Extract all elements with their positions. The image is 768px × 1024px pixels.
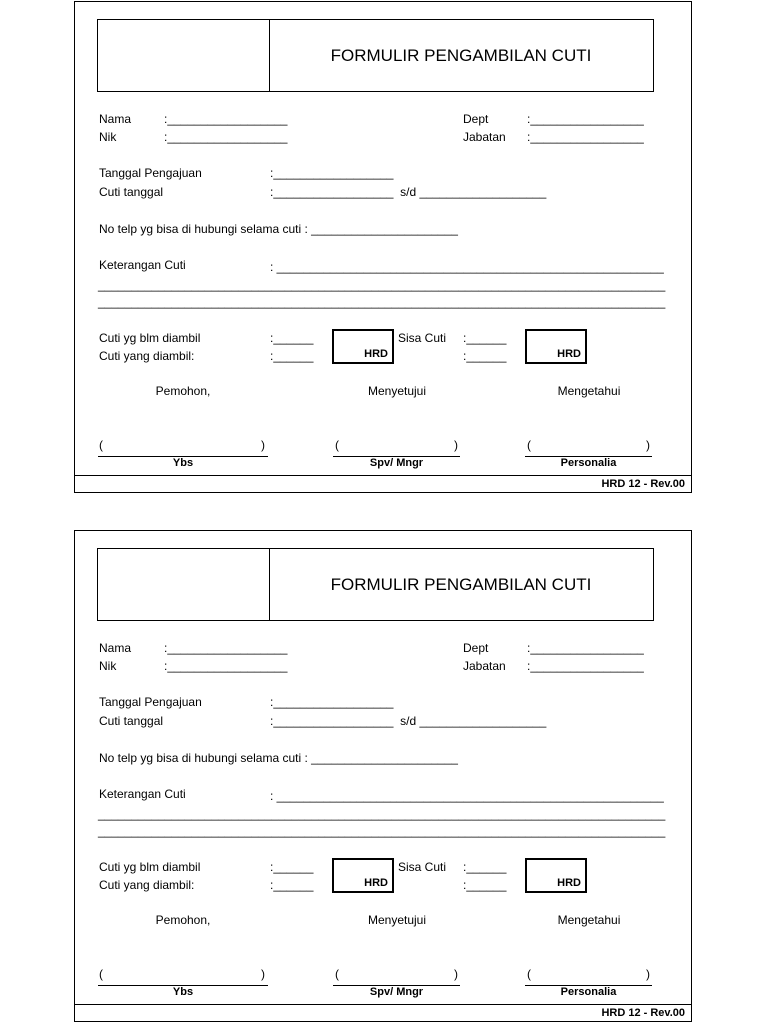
sig-caption-ybs: Ybs [172, 986, 194, 998]
sig-caption-personalia: Personalia [560, 457, 617, 469]
nama-field[interactable]: :__________________ [164, 641, 288, 655]
sig-close-paren: ) [646, 438, 650, 452]
role-mengetahui: Mengetahui [557, 384, 621, 398]
sig-close-paren: ) [454, 438, 458, 452]
hrd-box [332, 329, 394, 364]
keterangan-field[interactable]: : __________________________________________________________ [270, 260, 664, 274]
dept-label: Dept [463, 641, 489, 655]
form-code: HRD 12 - Rev.00 [601, 478, 685, 490]
sig-open-paren: ( [99, 967, 103, 981]
nama-field[interactable]: :__________________ [164, 112, 288, 126]
telp-field[interactable]: No telp yg bisa di hubungi selama cuti : ______________________ [99, 751, 458, 765]
nama-label: Nama [99, 112, 132, 126]
cuti-diambil-field[interactable]: :______ [270, 878, 314, 892]
sisa-cuti-label: Sisa Cuti [398, 860, 447, 874]
keterangan-field[interactable]: : __________________________________________________________ [270, 789, 664, 803]
sig-caption-ybs: Ybs [172, 457, 194, 469]
nik-label: Nik [99, 659, 117, 673]
sig-open-paren: ( [335, 967, 339, 981]
logo-area [98, 549, 270, 620]
nama-label: Nama [99, 641, 132, 655]
sig-caption-personalia: Personalia [560, 986, 617, 998]
jabatan-label: Jabatan [463, 659, 506, 673]
form-title: FORMULIR PENGAMBILAN CUTI [330, 574, 592, 594]
cuti-tanggal-label: Cuti tanggal [99, 185, 164, 199]
sig-open-paren: ( [335, 438, 339, 452]
nik-field[interactable]: :__________________ [164, 130, 288, 144]
nik-field[interactable]: :__________________ [164, 659, 288, 673]
keterangan-line[interactable]: _____________________________________________________________________________________ [98, 295, 666, 309]
form-title: FORMULIR PENGAMBILAN CUTI [330, 45, 592, 65]
jabatan-field[interactable]: :_________________ [527, 130, 644, 144]
tanggal-pengajuan-label: Tanggal Pengajuan [99, 166, 202, 180]
hrd-box-label: HRD [557, 877, 581, 889]
hrd-box [525, 329, 587, 364]
sig-close-paren: ) [261, 967, 265, 981]
sig-open-paren: ( [99, 438, 103, 452]
sisa-cuti-field-2[interactable]: :______ [463, 878, 507, 892]
nik-label: Nik [99, 130, 117, 144]
footer-divider [75, 475, 691, 476]
hrd-box-label: HRD [364, 877, 388, 889]
sisa-cuti-field[interactable]: :______ [463, 860, 507, 874]
keterangan-label: Keterangan Cuti [99, 258, 186, 272]
hrd-box-label: HRD [557, 348, 581, 360]
form-header [97, 548, 654, 621]
cuti-diambil-field[interactable]: :______ [270, 349, 314, 363]
cuti-blm-label: Cuti yg blm diambil [99, 860, 201, 874]
sig-caption-spv: Spv/ Mngr [369, 457, 424, 469]
sisa-cuti-field-2[interactable]: :______ [463, 349, 507, 363]
cuti-diambil-label: Cuti yang diambil: [99, 349, 195, 363]
tanggal-pengajuan-field[interactable]: :__________________ [270, 695, 394, 709]
sig-close-paren: ) [646, 967, 650, 981]
leave-form-2 [74, 530, 692, 1022]
sig-caption-spv: Spv/ Mngr [369, 986, 424, 998]
cuti-blm-field[interactable]: :______ [270, 331, 314, 345]
telp-field[interactable]: No telp yg bisa di hubungi selama cuti : ______________________ [99, 222, 458, 236]
dept-label: Dept [463, 112, 489, 126]
form-code: HRD 12 - Rev.00 [601, 1007, 685, 1019]
logo-area [98, 20, 270, 91]
tanggal-pengajuan-label: Tanggal Pengajuan [99, 695, 202, 709]
cuti-diambil-label: Cuti yang diambil: [99, 878, 195, 892]
tanggal-pengajuan-field[interactable]: :__________________ [270, 166, 394, 180]
hrd-box [525, 858, 587, 893]
footer-divider [75, 1004, 691, 1005]
cuti-blm-label: Cuti yg blm diambil [99, 331, 201, 345]
cuti-tanggal-field[interactable]: :__________________ s/d ___________________ [270, 185, 547, 199]
role-pemohon: Pemohon, [155, 384, 211, 398]
role-menyetujui: Menyetujui [367, 913, 427, 927]
dept-field[interactable]: :_________________ [527, 112, 644, 126]
keterangan-line[interactable]: _____________________________________________________________________________________ [98, 807, 666, 821]
cuti-tanggal-field[interactable]: :__________________ s/d ___________________ [270, 714, 547, 728]
hrd-box [332, 858, 394, 893]
sig-open-paren: ( [527, 967, 531, 981]
sig-close-paren: ) [454, 967, 458, 981]
sisa-cuti-field[interactable]: :______ [463, 331, 507, 345]
leave-form-1 [74, 1, 692, 493]
jabatan-field[interactable]: :_________________ [527, 659, 644, 673]
dept-field[interactable]: :_________________ [527, 641, 644, 655]
cuti-tanggal-label: Cuti tanggal [99, 714, 164, 728]
role-pemohon: Pemohon, [155, 913, 211, 927]
keterangan-line[interactable]: _____________________________________________________________________________________ [98, 824, 666, 838]
cuti-blm-field[interactable]: :______ [270, 860, 314, 874]
keterangan-line[interactable]: _____________________________________________________________________________________ [98, 278, 666, 292]
role-menyetujui: Menyetujui [367, 384, 427, 398]
jabatan-label: Jabatan [463, 130, 506, 144]
hrd-box-label: HRD [364, 348, 388, 360]
keterangan-label: Keterangan Cuti [99, 787, 186, 801]
role-mengetahui: Mengetahui [557, 913, 621, 927]
sig-close-paren: ) [261, 438, 265, 452]
form-header [97, 19, 654, 92]
sisa-cuti-label: Sisa Cuti [398, 331, 447, 345]
sig-open-paren: ( [527, 438, 531, 452]
